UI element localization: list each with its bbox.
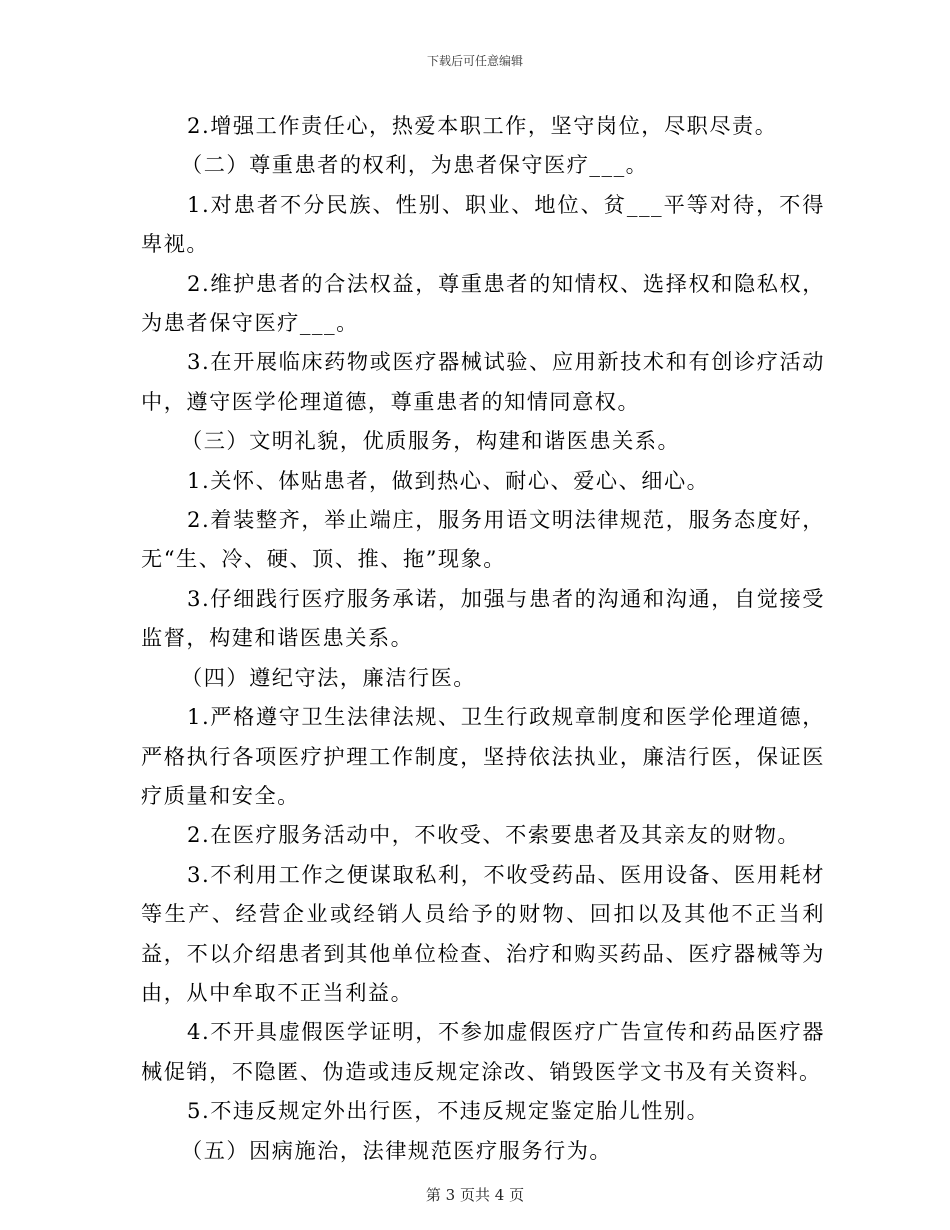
paragraph-no-kickbacks: 3.不利用工作之便谋取私利，不收受药品、医用设备、医用耗材等生产、经营企业或经销人员给予的财物、回扣以及其他不正当利益，不以介绍患者到其他单位检查、治疗和购买药品、医疗器械等为由，从中牟取不正当利益。	[141, 861, 825, 1005]
section-heading-courtesy: （三）文明礼貌，优质服务，构建和谐医患关系。	[181, 428, 681, 454]
page-header-note: 下载后可任意编辑	[426, 54, 523, 68]
paragraph-no-false-certificates: 4.不开具虚假医学证明，不参加虚假医疗广告宣传和药品医疗器械促销，不隐匿、伪造或违反规定涂改、销毁医学文书及有关资料。	[141, 1019, 825, 1084]
paragraph-patient-rights: 2.维护患者的合法权益，尊重患者的知情权、选择权和隐私权，为患者保守医疗___。	[141, 270, 825, 336]
paragraph-service-commitment: 3.仔细践行医疗服务承诺，加强与患者的沟通和沟通，自觉接受监督，构建和谐医患关系。	[141, 585, 825, 651]
paragraph-regulations: 1.严格遵守卫生法律法规、卫生行政规章制度和医学伦理道德，严格执行各项医疗护理工作制度，坚持依法执业，廉洁行医，保证医疗质量和安全。	[141, 704, 825, 808]
paragraph-clinical-trials: 3.在开展临床药物或医疗器械试验、应用新技术和有创诊疗活动中，遵守医学伦理道德，尊重患者的知情同意权。	[141, 349, 825, 414]
paragraph-no-outside-practice: 5.不违反规定外出行医，不违反规定鉴定胎儿性别。	[187, 1098, 710, 1124]
section-heading-law: （四）遵纪守法，廉洁行医。	[181, 664, 476, 690]
paragraph-care: 1.关怀、体贴患者，做到热心、耐心、爱心、细心。	[187, 467, 710, 493]
paragraph-duty: 2.增强工作责任心，热爱本职工作，坚守岗位，尽职尽责。	[187, 113, 778, 138]
page-number-footer: 第 3 页共 4 页	[425, 1186, 525, 1204]
section-heading-respect-rights: （二）尊重患者的权利，为患者保守医疗___。	[181, 152, 649, 178]
paragraph-equal-treatment: 1.对患者不分民族、性别、职业、地位、贫___平等对待，不得卑视。	[141, 191, 825, 257]
paragraph-attire: 2.着装整齐，举止端庄，服务用语文明法律规范，服务态度好，无“生、冷、硬、顶、推、拖”现象。	[141, 507, 825, 572]
document-body	[141, 106, 825, 1170]
section-heading-treatment: （五）因病施治，法律规范医疗服务行为。	[181, 1137, 613, 1163]
paragraph-no-gifts: 2.在医疗服务活动中，不收受、不索要患者及其亲友的财物。	[187, 822, 801, 848]
